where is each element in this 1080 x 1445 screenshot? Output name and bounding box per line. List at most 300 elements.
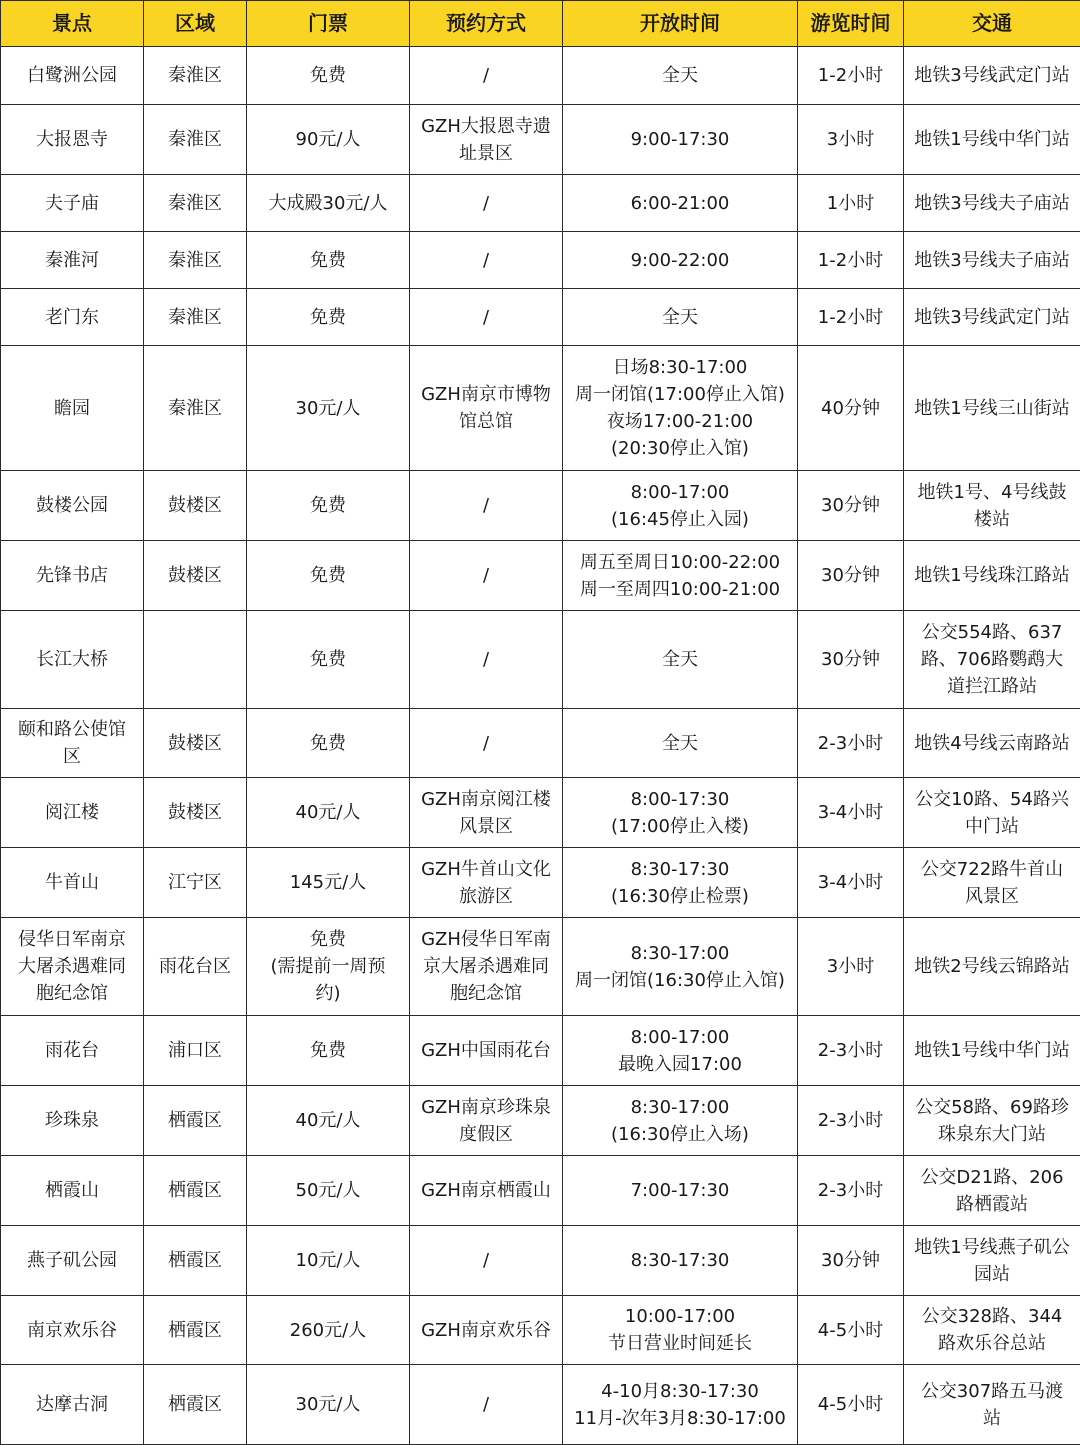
cell-duration	[798, 346, 904, 471]
cell-text: 鼓楼区	[148, 562, 242, 589]
cell-transport	[904, 47, 1080, 105]
table-row	[1, 918, 1080, 1016]
cell-text: (20:30停止入馆)	[567, 435, 793, 462]
cell-district	[144, 541, 247, 611]
cell-text: 燕子矶公园	[5, 1247, 139, 1274]
cell-text: 3-4小时	[802, 869, 899, 896]
cell-text: 地铁1号线燕子矶公	[908, 1234, 1076, 1261]
cell-text: 珍珠泉	[5, 1107, 139, 1134]
cell-booking	[410, 848, 563, 918]
cell-text: 免费	[251, 62, 405, 89]
cell-text: 长江大桥	[5, 646, 139, 673]
table-row	[1, 1226, 1080, 1296]
cell-text: 90元/人	[251, 126, 405, 153]
header-row	[1, 1, 1080, 47]
cell-booking	[410, 611, 563, 709]
cell-ticket	[247, 709, 410, 778]
header-duration: 游览时间	[798, 1, 904, 47]
cell-text: 地铁3号线夫子庙站	[908, 190, 1076, 217]
cell-hours	[563, 709, 798, 778]
cell-text: (16:30停止入场)	[567, 1121, 793, 1148]
cell-text: 秦淮区	[148, 304, 242, 331]
header-transport: 交通	[904, 1, 1080, 47]
cell-ticket	[247, 541, 410, 611]
table-row	[1, 346, 1080, 471]
cell-hours	[563, 1156, 798, 1226]
cell-text: 40分钟	[802, 395, 899, 422]
cell-spot	[1, 918, 144, 1016]
cell-spot	[1, 778, 144, 848]
cell-hours	[563, 778, 798, 848]
cell-text: 牛首山	[5, 869, 139, 896]
cell-text: 路栖霞站	[908, 1191, 1076, 1218]
cell-text: 阅江楼	[5, 799, 139, 826]
cell-text: 8:00-17:00	[567, 1024, 793, 1051]
cell-text: 公交10路、54路兴	[908, 786, 1076, 813]
cell-text: 周五至周日10:00-22:00	[567, 549, 793, 576]
cell-text: /	[414, 1247, 558, 1274]
cell-transport	[904, 1226, 1080, 1296]
cell-text: 145元/人	[251, 869, 405, 896]
cell-spot	[1, 47, 144, 105]
cell-text: 8:00-17:00	[567, 479, 793, 506]
cell-text: 旅游区	[414, 883, 558, 910]
cell-text: 栖霞区	[148, 1317, 242, 1344]
cell-transport	[904, 1365, 1080, 1445]
cell-transport	[904, 1296, 1080, 1365]
cell-text: 秦淮区	[148, 62, 242, 89]
cell-transport	[904, 289, 1080, 346]
cell-transport	[904, 1086, 1080, 1156]
cell-duration	[798, 175, 904, 232]
cell-duration	[798, 105, 904, 175]
cell-text: 地铁1号线中华门站	[908, 126, 1076, 153]
cell-text: 址景区	[414, 140, 558, 167]
cell-text: 8:30-17:00	[567, 1094, 793, 1121]
cell-duration	[798, 611, 904, 709]
cell-duration	[798, 471, 904, 541]
cell-text: 免费	[251, 730, 405, 757]
cell-hours	[563, 1226, 798, 1296]
table-row	[1, 1296, 1080, 1365]
cell-booking	[410, 232, 563, 289]
header-district: 区域	[144, 1, 247, 47]
cell-text: GZH南京珍珠泉	[414, 1094, 558, 1121]
table-row	[1, 778, 1080, 848]
cell-text: 9:00-17:30	[567, 126, 793, 153]
cell-hours	[563, 1296, 798, 1365]
cell-hours	[563, 1016, 798, 1086]
cell-booking	[410, 105, 563, 175]
cell-ticket	[247, 778, 410, 848]
cell-text: GZH大报恩寺遗	[414, 113, 558, 140]
cell-text: 公交328路、344	[908, 1303, 1076, 1330]
cell-text: 胞纪念馆	[414, 980, 558, 1007]
cell-booking	[410, 1016, 563, 1086]
cell-text: /	[414, 730, 558, 757]
cell-text: 地铁2号线云锦路站	[908, 953, 1076, 980]
cell-text: 8:30-17:30	[567, 1247, 793, 1274]
cell-booking	[410, 709, 563, 778]
cell-transport	[904, 346, 1080, 471]
cell-text: 地铁1号线三山街站	[908, 395, 1076, 422]
cell-district	[144, 1156, 247, 1226]
header-spot: 景点	[1, 1, 144, 47]
cell-district	[144, 611, 247, 709]
cell-text: 9:00-22:00	[567, 247, 793, 274]
cell-district	[144, 289, 247, 346]
cell-text: 30分钟	[802, 562, 899, 589]
cell-hours	[563, 1086, 798, 1156]
cell-district	[144, 1086, 247, 1156]
cell-text: 侵华日军南京	[5, 926, 139, 953]
cell-text: 4-5小时	[802, 1391, 899, 1418]
cell-text: 江宁区	[148, 869, 242, 896]
cell-text: 栖霞区	[148, 1107, 242, 1134]
cell-ticket	[247, 1365, 410, 1445]
cell-text: 达摩古洞	[5, 1391, 139, 1418]
cell-text: 免费	[251, 562, 405, 589]
cell-text: 风景区	[908, 883, 1076, 910]
cell-district	[144, 471, 247, 541]
cell-booking	[410, 471, 563, 541]
cell-text: 约)	[251, 980, 405, 1007]
header-hours: 开放时间	[563, 1, 798, 47]
cell-text: 地铁1号线中华门站	[908, 1037, 1076, 1064]
cell-text: GZH牛首山文化	[414, 856, 558, 883]
cell-spot	[1, 848, 144, 918]
cell-duration	[798, 1086, 904, 1156]
cell-ticket	[247, 232, 410, 289]
cell-district	[144, 778, 247, 848]
cell-text: 道拦江路站	[908, 673, 1076, 700]
cell-text: 京大屠杀遇难同	[414, 953, 558, 980]
cell-text: 夫子庙	[5, 190, 139, 217]
cell-ticket	[247, 611, 410, 709]
cell-text: 最晚入园17:00	[567, 1051, 793, 1078]
cell-text: GZH南京欢乐谷	[414, 1317, 558, 1344]
cell-booking	[410, 47, 563, 105]
cell-booking	[410, 778, 563, 848]
cell-transport	[904, 541, 1080, 611]
table-row	[1, 175, 1080, 232]
cell-booking	[410, 1156, 563, 1226]
cell-text: 地铁3号线夫子庙站	[908, 247, 1076, 274]
cell-text: 风景区	[414, 813, 558, 840]
table-row	[1, 232, 1080, 289]
cell-ticket	[247, 471, 410, 541]
cell-transport	[904, 471, 1080, 541]
table-body	[1, 47, 1080, 1445]
cell-text: 40元/人	[251, 799, 405, 826]
cell-text: 10元/人	[251, 1247, 405, 1274]
cell-text: 周一至周四10:00-21:00	[567, 576, 793, 603]
header-booking: 预约方式	[410, 1, 563, 47]
cell-hours	[563, 175, 798, 232]
cell-spot	[1, 1296, 144, 1365]
table-row	[1, 47, 1080, 105]
cell-ticket	[247, 1296, 410, 1365]
cell-text: 3小时	[802, 953, 899, 980]
cell-text: 8:00-17:30	[567, 786, 793, 813]
cell-text: 4-10月8:30-17:30	[567, 1378, 793, 1405]
cell-text: 栖霞区	[148, 1247, 242, 1274]
cell-text: /	[414, 62, 558, 89]
cell-text: 50元/人	[251, 1177, 405, 1204]
cell-transport	[904, 709, 1080, 778]
cell-text: GZH南京市博物	[414, 381, 558, 408]
cell-transport	[904, 105, 1080, 175]
cell-text: 8:30-17:00	[567, 940, 793, 967]
cell-duration	[798, 232, 904, 289]
cell-ticket	[247, 346, 410, 471]
cell-transport	[904, 232, 1080, 289]
cell-ticket	[247, 47, 410, 105]
cell-booking	[410, 1296, 563, 1365]
cell-hours	[563, 541, 798, 611]
cell-district	[144, 105, 247, 175]
cell-text: 免费	[251, 1037, 405, 1064]
cell-duration	[798, 1296, 904, 1365]
cell-text: 胞纪念馆	[5, 980, 139, 1007]
table-row	[1, 709, 1080, 778]
cell-text: (16:45停止入园)	[567, 506, 793, 533]
cell-text: 雨花台区	[148, 953, 242, 980]
cell-text: 10:00-17:00	[567, 1303, 793, 1330]
cell-text: 秦淮区	[148, 190, 242, 217]
cell-text: 免费	[251, 646, 405, 673]
cell-text: 路、706路鹦鹉大	[908, 646, 1076, 673]
cell-text: 公交307路五马渡	[908, 1378, 1076, 1405]
cell-transport	[904, 611, 1080, 709]
cell-spot	[1, 1016, 144, 1086]
cell-text: 30分钟	[802, 1247, 899, 1274]
cell-text: 栖霞区	[148, 1177, 242, 1204]
cell-text: 1-2小时	[802, 247, 899, 274]
cell-ticket	[247, 289, 410, 346]
cell-text: /	[414, 562, 558, 589]
cell-district	[144, 175, 247, 232]
cell-text: 大报恩寺	[5, 126, 139, 153]
cell-booking	[410, 289, 563, 346]
cell-district	[144, 232, 247, 289]
cell-duration	[798, 1365, 904, 1445]
cell-text: 浦口区	[148, 1037, 242, 1064]
cell-text: 秦淮区	[148, 126, 242, 153]
cell-ticket	[247, 105, 410, 175]
cell-text: 路欢乐谷总站	[908, 1330, 1076, 1357]
cell-duration	[798, 541, 904, 611]
cell-text: 秦淮区	[148, 395, 242, 422]
cell-text: 免费	[251, 247, 405, 274]
table-row	[1, 1016, 1080, 1086]
cell-text: 周一闭馆(17:00停止入馆)	[567, 381, 793, 408]
cell-hours	[563, 289, 798, 346]
cell-district	[144, 1226, 247, 1296]
cell-text: 公交58路、69路珍	[908, 1094, 1076, 1121]
cell-text: 11月-次年3月8:30-17:00	[567, 1405, 793, 1432]
table-row	[1, 289, 1080, 346]
cell-text: 公交D21路、206	[908, 1164, 1076, 1191]
cell-text: 园站	[908, 1261, 1076, 1288]
cell-booking	[410, 1086, 563, 1156]
cell-ticket	[247, 175, 410, 232]
cell-text: 7:00-17:30	[567, 1177, 793, 1204]
cell-text: 中门站	[908, 813, 1076, 840]
cell-spot	[1, 611, 144, 709]
cell-text: (16:30停止检票)	[567, 883, 793, 910]
cell-booking	[410, 541, 563, 611]
cell-text: 秦淮区	[148, 247, 242, 274]
cell-text: 秦淮河	[5, 247, 139, 274]
table-row	[1, 848, 1080, 918]
cell-transport	[904, 778, 1080, 848]
cell-text: 白鹭洲公园	[5, 62, 139, 89]
cell-hours	[563, 1365, 798, 1445]
cell-text: 大成殿30元/人	[251, 190, 405, 217]
cell-text: 30元/人	[251, 395, 405, 422]
cell-text: 2-3小时	[802, 730, 899, 757]
cell-text: 地铁1号线珠江路站	[908, 562, 1076, 589]
cell-spot	[1, 232, 144, 289]
cell-spot	[1, 346, 144, 471]
cell-text: 鼓楼区	[148, 492, 242, 519]
cell-text: GZH中国雨花台	[414, 1037, 558, 1064]
cell-text: 老门东	[5, 304, 139, 331]
cell-text: GZH南京栖霞山	[414, 1177, 558, 1204]
cell-text: 30分钟	[802, 492, 899, 519]
cell-district	[144, 346, 247, 471]
cell-text: 2-3小时	[802, 1037, 899, 1064]
cell-text: 6:00-21:00	[567, 190, 793, 217]
cell-text: 栖霞区	[148, 1391, 242, 1418]
cell-text: GZH侵华日军南	[414, 926, 558, 953]
cell-hours	[563, 105, 798, 175]
cell-text: /	[414, 1391, 558, 1418]
cell-district	[144, 47, 247, 105]
cell-spot	[1, 1156, 144, 1226]
cell-district	[144, 709, 247, 778]
cell-text: 栖霞山	[5, 1177, 139, 1204]
cell-booking	[410, 1365, 563, 1445]
cell-text: 260元/人	[251, 1317, 405, 1344]
cell-text: 先锋书店	[5, 562, 139, 589]
cell-spot	[1, 105, 144, 175]
cell-text: 1小时	[802, 190, 899, 217]
cell-text: 4-5小时	[802, 1317, 899, 1344]
cell-text: 楼站	[908, 506, 1076, 533]
cell-text: (需提前一周预	[251, 953, 405, 980]
table-row	[1, 541, 1080, 611]
cell-text: 免费	[251, 492, 405, 519]
cell-text: 雨花台	[5, 1037, 139, 1064]
cell-text: /	[414, 247, 558, 274]
cell-text: 大屠杀遇难同	[5, 953, 139, 980]
cell-text: 日场8:30-17:00	[567, 354, 793, 381]
cell-spot	[1, 1365, 144, 1445]
cell-text: /	[414, 646, 558, 673]
cell-text: 全天	[567, 646, 793, 673]
cell-text: (17:00停止入楼)	[567, 813, 793, 840]
cell-duration	[798, 848, 904, 918]
cell-text: 公交554路、637	[908, 619, 1076, 646]
cell-text: 周一闭馆(16:30停止入馆)	[567, 967, 793, 994]
cell-booking	[410, 918, 563, 1016]
table-row	[1, 471, 1080, 541]
cell-text: 2-3小时	[802, 1107, 899, 1134]
cell-text: 8:30-17:30	[567, 856, 793, 883]
table-row	[1, 1365, 1080, 1445]
cell-text: 3小时	[802, 126, 899, 153]
cell-transport	[904, 918, 1080, 1016]
cell-hours	[563, 848, 798, 918]
cell-text: 地铁4号线云南路站	[908, 730, 1076, 757]
cell-text: 免费	[251, 926, 405, 953]
cell-duration	[798, 1016, 904, 1086]
cell-text: 地铁3号线武定门站	[908, 62, 1076, 89]
cell-ticket	[247, 1086, 410, 1156]
cell-district	[144, 1296, 247, 1365]
cell-text: GZH南京阅江楼	[414, 786, 558, 813]
cell-district	[144, 848, 247, 918]
cell-transport	[904, 848, 1080, 918]
cell-hours	[563, 611, 798, 709]
cell-booking	[410, 346, 563, 471]
cell-text: /	[414, 304, 558, 331]
cell-text: 度假区	[414, 1121, 558, 1148]
cell-hours	[563, 47, 798, 105]
cell-text: 地铁3号线武定门站	[908, 304, 1076, 331]
cell-spot	[1, 709, 144, 778]
cell-hours	[563, 346, 798, 471]
cell-text: 40元/人	[251, 1107, 405, 1134]
cell-text: 1-2小时	[802, 62, 899, 89]
cell-hours	[563, 471, 798, 541]
cell-text: 全天	[567, 62, 793, 89]
cell-text: 鼓楼公园	[5, 492, 139, 519]
table-row	[1, 1086, 1080, 1156]
cell-duration	[798, 709, 904, 778]
cell-text: 2-3小时	[802, 1177, 899, 1204]
cell-text: 瞻园	[5, 395, 139, 422]
cell-text: 公交722路牛首山	[908, 856, 1076, 883]
cell-text: 30元/人	[251, 1391, 405, 1418]
cell-transport	[904, 1016, 1080, 1086]
table-row	[1, 105, 1080, 175]
cell-text: 夜场17:00-21:00	[567, 408, 793, 435]
header-ticket: 门票	[247, 1, 410, 47]
cell-duration	[798, 289, 904, 346]
cell-text: 珠泉东大门站	[908, 1121, 1076, 1148]
cell-text: 区	[5, 743, 139, 770]
cell-text: 颐和路公使馆	[5, 716, 139, 743]
cell-ticket	[247, 848, 410, 918]
cell-booking	[410, 1226, 563, 1296]
cell-hours	[563, 232, 798, 289]
cell-text: 1-2小时	[802, 304, 899, 331]
cell-hours	[563, 918, 798, 1016]
cell-transport	[904, 1156, 1080, 1226]
cell-text: 3-4小时	[802, 799, 899, 826]
cell-spot	[1, 175, 144, 232]
cell-duration	[798, 47, 904, 105]
cell-ticket	[247, 1226, 410, 1296]
cell-duration	[798, 1156, 904, 1226]
cell-spot	[1, 471, 144, 541]
cell-text: 免费	[251, 304, 405, 331]
cell-district	[144, 918, 247, 1016]
cell-text: 鼓楼区	[148, 799, 242, 826]
